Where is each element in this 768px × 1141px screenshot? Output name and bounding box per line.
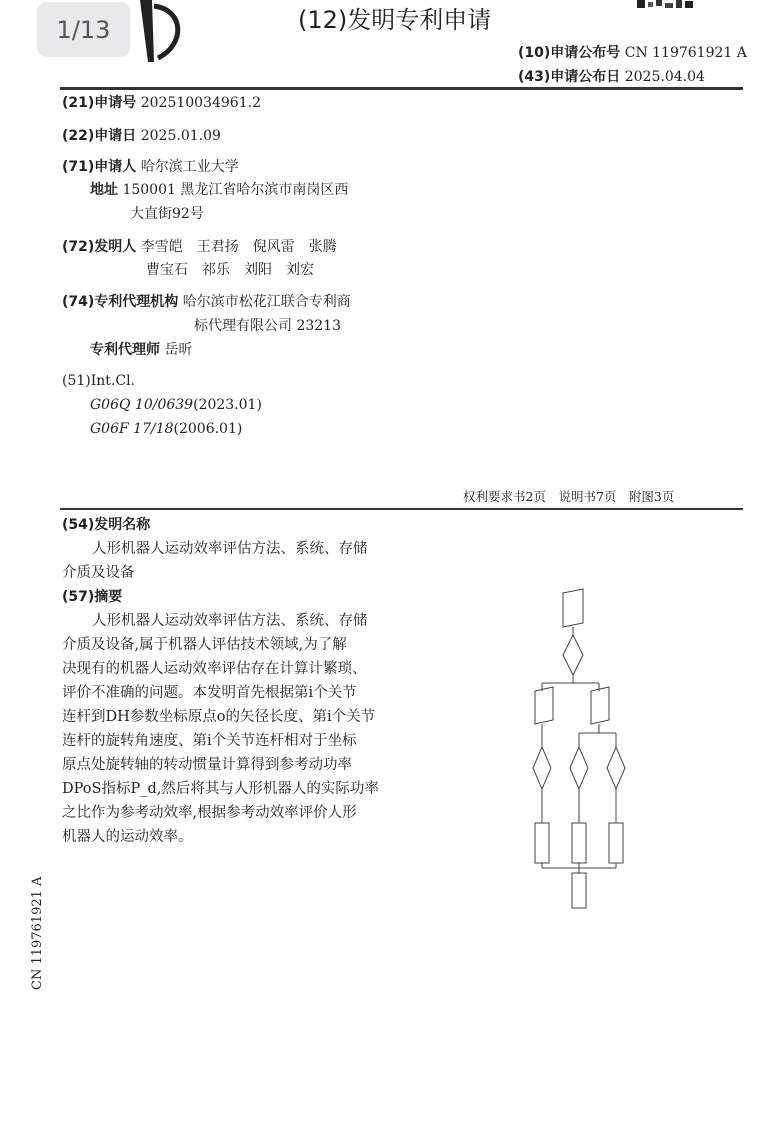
side-pub-number: CN 119761921 A [30, 876, 45, 990]
abstract-label: (57)摘要 [62, 589, 123, 605]
label: (74)专利代理机构 [62, 294, 179, 310]
abstract-line: 评价不准确的问题。本发明首先根据第i个关节 [62, 685, 357, 701]
qr-code [636, 0, 694, 9]
agency-row [62, 293, 351, 311]
address-row [90, 181, 348, 199]
inventors: 李雪皑 王君扬 倪风雷 张腾 [140, 239, 337, 255]
pub-number-label: (10)申请公布号 [518, 45, 621, 61]
abstract-line: 机器人的运动效率。 [62, 829, 193, 845]
address-cont: 大直街92号 [130, 206, 204, 222]
ipc-row [90, 396, 262, 414]
page-indicator: 1/13 [37, 2, 130, 57]
app-date: 2025.01.09 [140, 128, 221, 144]
label: (21)申请号 [62, 95, 137, 111]
document-title: (12)发明专利申请 [298, 6, 492, 34]
label: (22)申请日 [62, 128, 137, 144]
label: 专利代理师 [90, 342, 160, 358]
abstract-line: 决现有的机器人运动效率评估存在计算计繁琐、 [62, 661, 367, 677]
divider [60, 87, 743, 90]
abstract-line: 连杆到DH参数坐标原点o的矢径长度、第i个关节 [62, 709, 376, 725]
app-date-row [62, 127, 221, 145]
inventors-cont: 曹宝石 祁乐 刘阳 刘宏 [146, 262, 314, 278]
pub-date: 2025.04.04 [624, 69, 705, 85]
intcl-label: (51)Int.Cl. [62, 373, 136, 389]
abstract-text [62, 609, 379, 849]
cnipa-logo [130, 0, 185, 62]
abstract-line: 介质及设备,属于机器人评估技术领域,为了解 [62, 637, 347, 653]
abstract-line: 原点处旋转轴的转动惯量计算得到参考动功率 [62, 757, 352, 773]
label: (71)申请人 [62, 159, 137, 175]
pub-number-row [518, 44, 747, 62]
agent-row [90, 341, 192, 359]
ipc-row [90, 420, 242, 438]
label: (72)发明人 [62, 239, 137, 255]
abstract-figure-flowchart [525, 585, 645, 910]
divider [60, 508, 743, 510]
pub-number: CN 119761921 A [624, 45, 747, 61]
abstract-line: 连杆的旋转角速度、第i个关节连杆相对于坐标 [62, 733, 357, 749]
applicant-row [62, 158, 239, 176]
ipc-code: G06Q 10/0639 [90, 397, 194, 413]
invention-name-cont: 介质及设备 [62, 565, 135, 581]
pub-date-label: (43)申请公布日 [518, 69, 621, 85]
address: 150001 黑龙江省哈尔滨市南岗区西 [122, 182, 349, 198]
label: (54)发明名称 [62, 517, 151, 533]
agency: 哈尔滨市松花江联合专利商 [182, 294, 351, 310]
pages-info: 权利要求书2页 说明书7页 附图3页 [463, 489, 675, 504]
invention-name-label [62, 516, 150, 534]
applicant: 哈尔滨工业大学 [140, 159, 239, 175]
label: 地址 [90, 182, 118, 198]
app-number: 202510034961.2 [140, 95, 261, 111]
app-number-row [62, 94, 261, 112]
invention-name: 人形机器人运动效率评估方法、系统、存储 [92, 541, 368, 557]
ipc-version: (2023.01) [193, 397, 262, 413]
abstract-line: 人形机器人运动效率评估方法、系统、存储 [92, 613, 368, 629]
inventor-row [62, 238, 337, 256]
ipc-version: (2006.01) [173, 421, 243, 437]
abstract-line: 之比作为参考动效率,根据参考动效率评价人形 [62, 805, 357, 821]
agent: 岳昕 [164, 342, 193, 358]
pub-date-row [518, 68, 705, 86]
ipc-code: G06F 17/18 [90, 421, 174, 437]
abstract-line: DPoS指标P_d,然后将其与人形机器人的实际功率 [62, 781, 379, 797]
agency-cont: 标代理有限公司 23213 [194, 318, 341, 334]
